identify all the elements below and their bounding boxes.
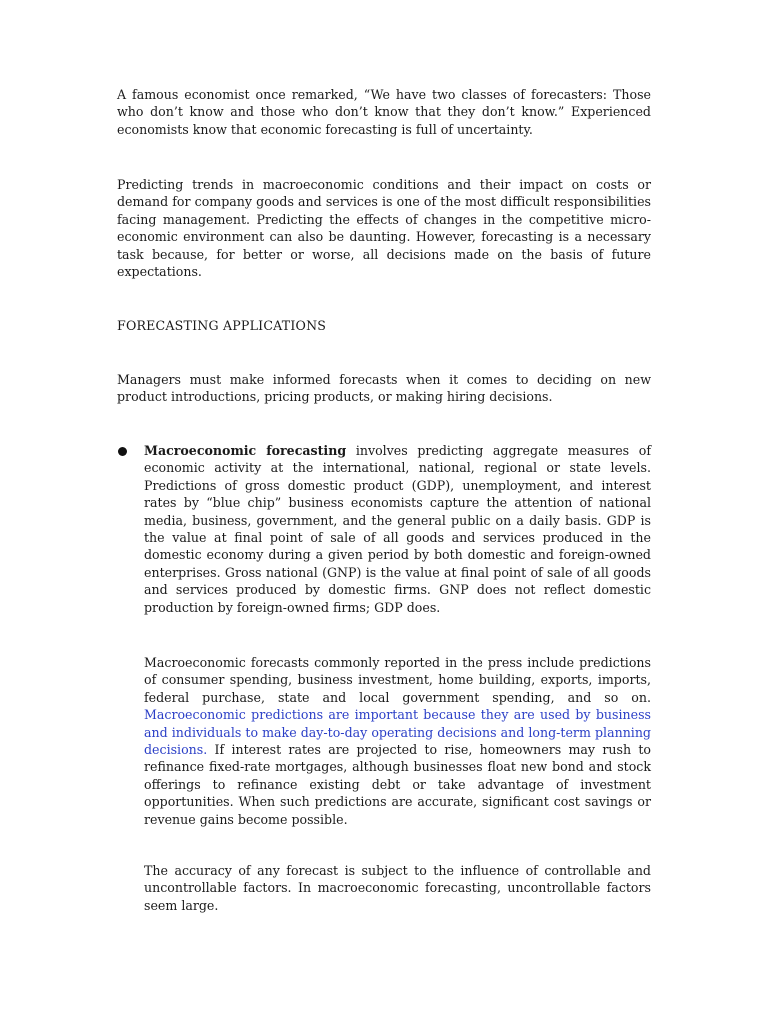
macroeconomic-forecasting-paragraph	[144, 442, 651, 616]
trends-paragraph: Predicting trends in macroeconomic conditions and their impact on costs or demand for company goods and services is one of the most difficult responsibilities facing management. Predicting the effects of changes in the competitive micro-economic environment can also be daunting. However, forecasting is a necessary task because, for better or worse, all decisions made on the basis of future expectations.	[117, 177, 651, 280]
intro-paragraph: A famous economist once remarked, “We have two classes of forecasters: Those who don’t know and those who don’t know that they don’t know.” Experienced economists know that economic forecasting is full of uncertainty.	[117, 87, 651, 137]
section-heading: FORECASTING APPLICATIONS	[117, 318, 327, 333]
forecasts-lead: Macroeconomic forecasts commonly reported in the press include predictions of consumer spending, business investment, home building, exports, imports, federal purchase, state and local government spending, and so on.	[144, 655, 651, 705]
bullet-icon	[118, 447, 127, 456]
managers-paragraph: Managers must make informed forecasts when it comes to deciding on new product introductions, pricing products, or making hiring decisions.	[117, 372, 651, 405]
bullet-term: Macroeconomic forecasting	[144, 443, 347, 458]
bullet-body: involves predicting aggregate measures of economic activity at the international, national, regional or state levels. Predictions of gross domestic product (GDP), unemployment, and interest rates by “blue chip” business economists capture the attention of national media, business, government, and the general public on a daily basis. GDP is the value at final point of sale of all goods and services produced in the domestic economy during a given period by both domestic and foreign-owned enterprises. Gross national (GNP) is the value at final point of sale of all goods and services produced by domestic firms. GNP does not reflect domestic production by foreign-owned firms; GDP does.	[144, 443, 651, 615]
accuracy-paragraph: The accuracy of any forecast is subject to the influence of controllable and uncontrollable factors. In macroeconomic forecasting, uncontrollable factors seem large.	[144, 863, 651, 913]
forecasts-paragraph	[144, 654, 651, 828]
highlighted-text: Macroeconomic predictions are important because they are used by business and individuals to make day-to-day operating decisions and long-term planning decisions.	[144, 707, 651, 758]
forecasts-tail: If interest rates are projected to rise, homeowners may rush to refinance fixed-rate mortgages, although businesses float new bond and stock offerings to refinance existing debt or take advantage of investment opportunities. When such predictions are accurate, significant cost savings or revenue gains become possible.	[144, 742, 651, 827]
